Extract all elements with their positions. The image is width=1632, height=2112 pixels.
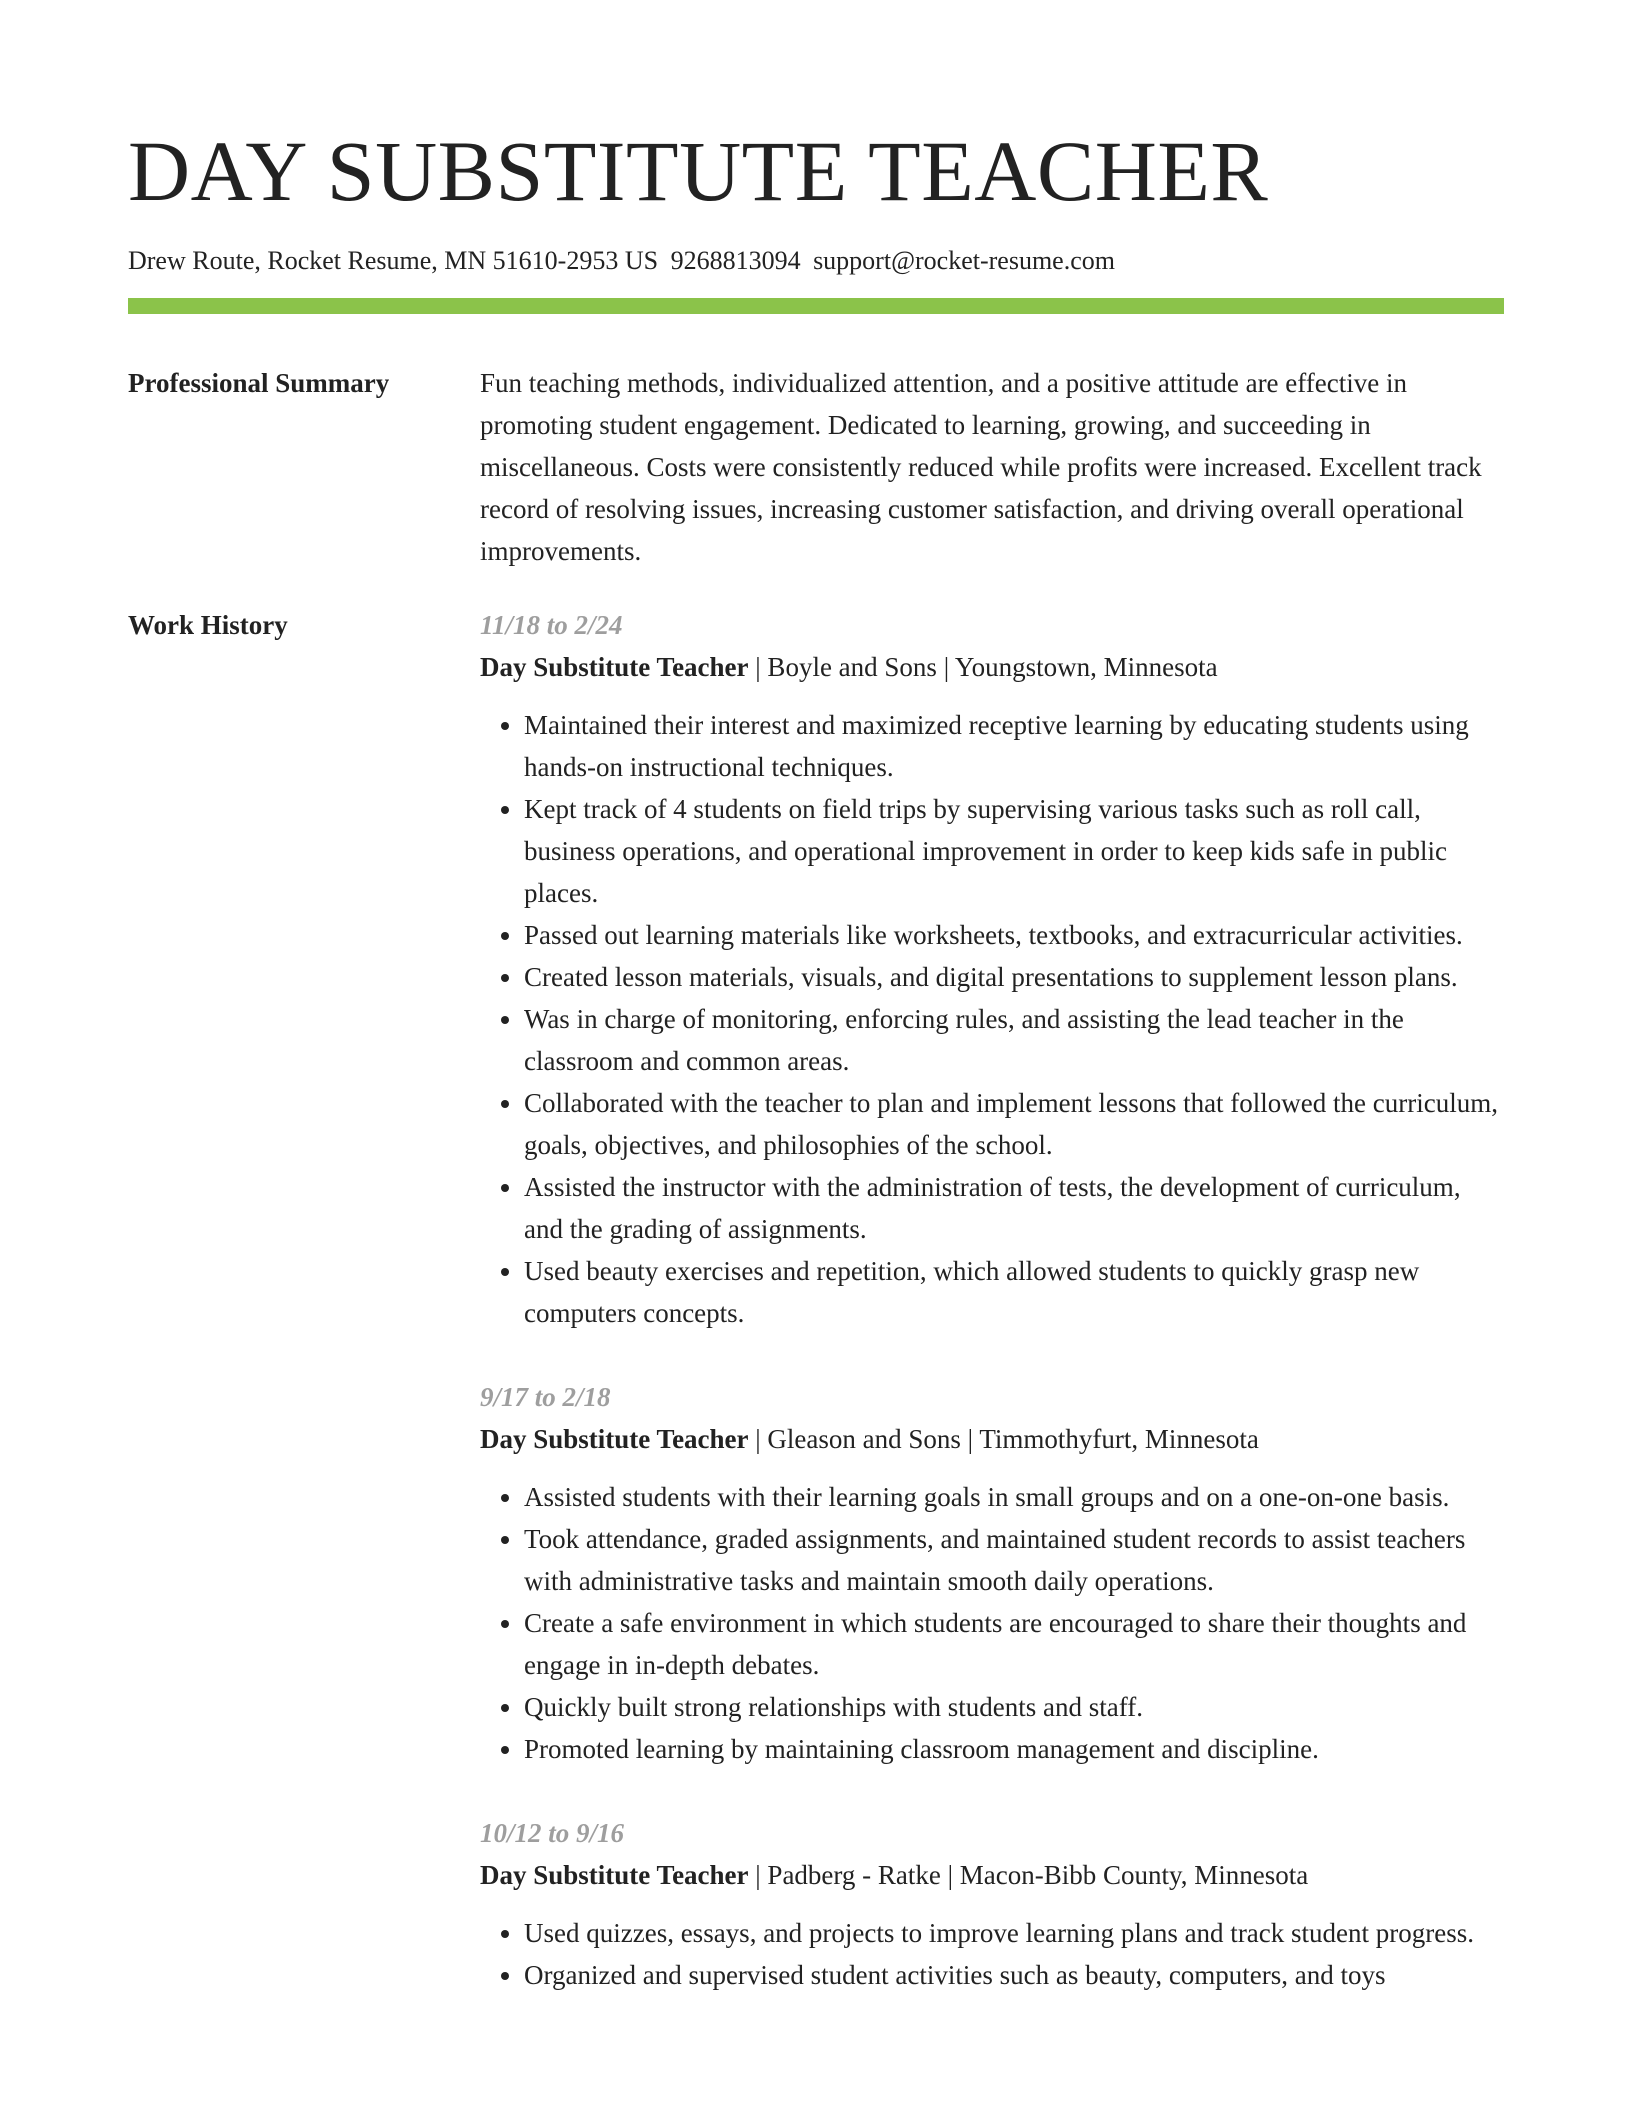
job-title: Day Substitute Teacher — [480, 652, 749, 682]
work-history-section — [128, 604, 1504, 2038]
contact-address: Drew Route, Rocket Resume, MN 51610-2953 US — [128, 246, 659, 275]
job-title: Day Substitute Teacher — [480, 1424, 749, 1454]
summary-text: Fun teaching methods, individualized attention, and a positive attitude are effective in promoting student engagement. Dedicated to learning, growing, and succeeding in miscellaneous. Costs were consistently reduced while profits were increased. Excellent track record of resolving issues, increasing customer satisfaction, and driving overall operational improvements. — [480, 368, 1482, 566]
job-bullet: • Took attendance, graded assignments, and maintained student records to assist teachers with administrative tasks and maintain smooth daily operations. — [524, 1518, 1504, 1602]
job-bullet: • Organized and supervised student activities such as beauty, computers, and toys — [524, 1954, 1504, 1996]
header-divider — [128, 298, 1504, 314]
job-bullet: • Used quizzes, essays, and projects to improve learning plans and track student progress. — [524, 1912, 1504, 1954]
job-bullet: • Used beauty exercises and repetition, which allowed students to quickly grasp new computers concepts. — [524, 1250, 1504, 1334]
job-title-line — [480, 646, 1504, 688]
job-dates: 9/17 to 2/18 — [480, 1382, 611, 1412]
job-bullet: • Assisted students with their learning goals in small groups and on a one-on-one basis. — [524, 1476, 1504, 1518]
summary-label: Professional Summary — [128, 368, 390, 398]
job-bullet: • Created lesson materials, visuals, and digital presentations to supplement lesson plans. — [524, 956, 1504, 998]
job-entry — [480, 1376, 1504, 1770]
summary-section — [128, 362, 1504, 572]
job-employer-location: | Padberg - Ratke | Macon-Bibb County, Minnesota — [755, 1860, 1309, 1890]
job-bullet: • Promoted learning by maintaining classroom management and discipline. — [524, 1728, 1504, 1770]
job-employer-location: | Boyle and Sons | Youngstown, Minnesota — [755, 652, 1218, 682]
job-dates: 11/18 to 2/24 — [480, 610, 623, 640]
job-bullet: • Was in charge of monitoring, enforcing rules, and assisting the lead teacher in the classroom and common areas. — [524, 998, 1504, 1082]
job-employer-location: | Gleason and Sons | Timmothyfurt, Minnesota — [755, 1424, 1259, 1454]
job-bullet: • Assisted the instructor with the administration of tests, the development of curriculum, and the grading of assignments. — [524, 1166, 1504, 1250]
contact-phone: 9268813094 — [670, 246, 801, 275]
work-history-body — [480, 604, 1504, 2038]
job-title-line — [480, 1418, 1504, 1460]
job-bullet: • Kept track of 4 students on field trips by supervising various tasks such as roll call, business operations, and operational improvement in order to keep kids safe in public places. — [524, 788, 1504, 914]
job-title: Day Substitute Teacher — [480, 1860, 749, 1890]
work-history-label: Work History — [128, 610, 288, 640]
job-entry — [480, 604, 1504, 1334]
summary-body — [480, 362, 1504, 572]
job-dates: 10/12 to 9/16 — [480, 1818, 625, 1848]
contact-line — [128, 244, 1504, 278]
job-bullet: • Maintained their interest and maximized receptive learning by educating students using hands-on instructional techniques. — [524, 704, 1504, 788]
job-bullet-list — [480, 1912, 1504, 1996]
job-bullet: • Quickly built strong relationships with students and staff. — [524, 1686, 1504, 1728]
job-bullet: • Passed out learning materials like worksheets, textbooks, and extracurricular activities. — [524, 914, 1504, 956]
job-bullet: • Create a safe environment in which students are encouraged to share their thoughts and engage in in-depth debates. — [524, 1602, 1504, 1686]
job-entry — [480, 1812, 1504, 1996]
contact-email: support@rocket-resume.com — [813, 246, 1115, 275]
job-bullet: • Collaborated with the teacher to plan and implement lessons that followed the curriculum, goals, objectives, and philosophies of the school. — [524, 1082, 1504, 1166]
resume-page — [128, 0, 1504, 2038]
job-bullet-list — [480, 704, 1504, 1334]
resume-title: DAY SUBSTITUTE TEACHER — [128, 123, 1269, 219]
job-bullet-list — [480, 1476, 1504, 1770]
job-title-line — [480, 1854, 1504, 1896]
